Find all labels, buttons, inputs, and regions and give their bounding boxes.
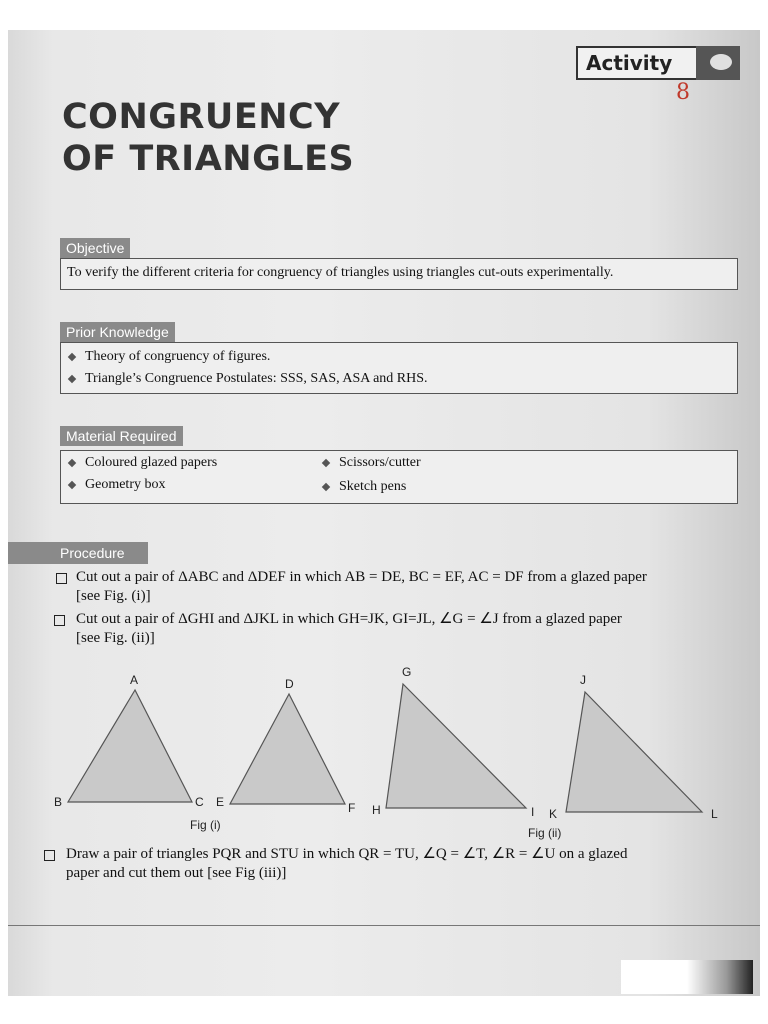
fig-1-caption: Fig (i) — [190, 818, 221, 832]
title-line-2: OF TRIANGLES — [62, 139, 355, 179]
vertex-label-f: F — [348, 801, 356, 815]
diamond-bullet-icon — [68, 481, 76, 489]
vertex-label-d: D — [285, 677, 294, 691]
vertex-label-j: J — [580, 673, 586, 687]
list-item: Theory of congruency of figures. — [69, 349, 270, 365]
vertex-label-c: C — [195, 795, 204, 809]
list-item: Sketch pens — [323, 479, 406, 495]
vertex-label-h: H — [372, 803, 381, 817]
objective-heading: Objective — [60, 238, 130, 258]
procedure-heading: Procedure — [8, 542, 148, 564]
divider-line — [8, 925, 760, 926]
activity-label: Activity — [586, 51, 673, 75]
material-required-heading: Material Required — [60, 426, 183, 446]
cloud-icon — [710, 54, 732, 70]
objective-text: To verify the different criteria for congruency of triangles using triangles cut-outs experimentally. — [67, 265, 614, 280]
diamond-bullet-icon — [68, 375, 76, 383]
diamond-bullet-icon — [68, 353, 76, 361]
vertex-label-g: G — [402, 665, 412, 679]
activity-badge — [576, 46, 740, 80]
photo-corner-shadow — [621, 960, 753, 994]
triangle-abc — [68, 690, 192, 802]
checkbox-icon — [54, 615, 65, 626]
list-item: Scissors/cutter — [323, 455, 421, 471]
vertex-label-k: K — [549, 807, 558, 821]
vertex-label-i: I — [531, 805, 535, 819]
handwritten-activity-number: 8 — [676, 80, 690, 105]
fig-2-caption: Fig (ii) — [528, 826, 562, 840]
checkbox-icon — [44, 850, 55, 861]
worksheet-page — [8, 30, 760, 996]
material-required-box — [60, 450, 738, 504]
procedure-step-3: Draw a pair of triangles PQR and STU in which QR = TU, ∠Q = ∠T, ∠R = ∠U on a glazed paper and cut them out [see Fig (iii)] — [66, 846, 628, 881]
prior-knowledge-heading: Prior Knowledge — [60, 322, 175, 342]
list-item: Geometry box — [69, 477, 165, 493]
vertex-label-b: B — [54, 795, 63, 809]
triangle-ghi — [386, 684, 526, 808]
list-item: Triangle’s Congruence Postulates: SSS, SAS, ASA and RHS. — [69, 371, 428, 387]
vertex-label-e: E — [216, 795, 225, 809]
procedure-step-1: Cut out a pair of ΔABC and ΔDEF in which AB = DE, BC = EF, AC = DF from a glazed paper [see Fig. (i)] — [76, 569, 647, 604]
diamond-bullet-icon — [322, 459, 330, 467]
checkbox-icon — [56, 573, 67, 584]
vertex-label-l: L — [711, 807, 718, 821]
page-title — [62, 96, 354, 180]
triangle-jkl — [566, 692, 702, 812]
triangle-def — [230, 694, 345, 804]
vertex-label-a: A — [130, 673, 139, 687]
diamond-bullet-icon — [322, 483, 330, 491]
title-line-1: CONGRUENCY — [62, 97, 341, 137]
procedure-step-2: Cut out a pair of ΔGHI and ΔJKL in which GH=JK, GI=JL, ∠G = ∠J from a glazed paper [see Fig. (ii)] — [76, 611, 622, 646]
prior-knowledge-box — [60, 342, 738, 394]
triangle-figures — [8, 660, 760, 845]
list-item: Coloured glazed papers — [69, 455, 217, 471]
objective-box — [60, 258, 738, 290]
diamond-bullet-icon — [68, 459, 76, 467]
activity-tab-decoration — [696, 46, 740, 80]
